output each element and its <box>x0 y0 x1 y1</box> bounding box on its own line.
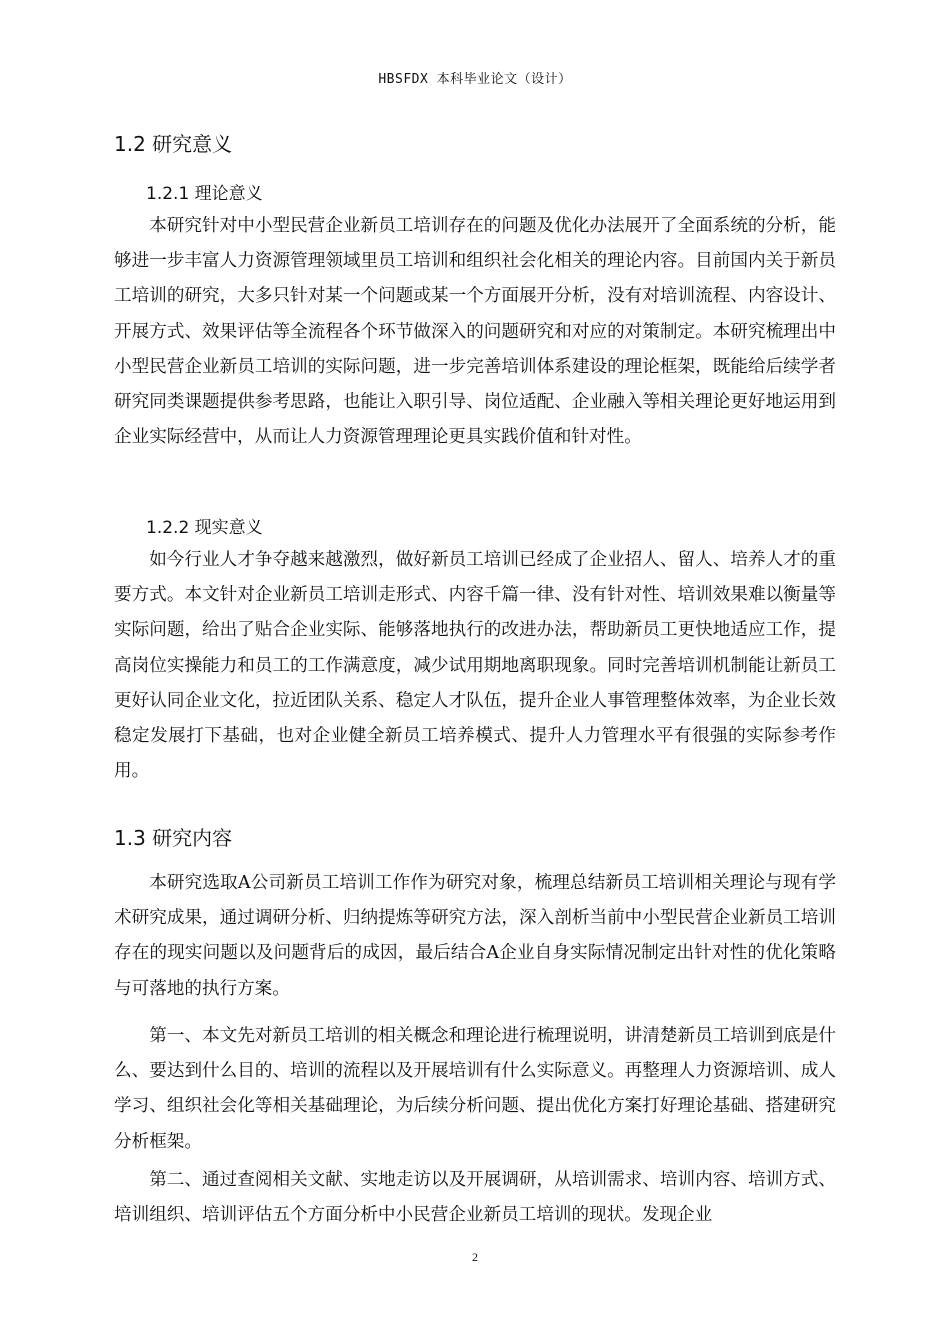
paragraph-research-content-second: 第二、通过查阅相关文献、实地走访以及开展调研，从培训需求、培训内容、培训方式、培训组织、培训评估五个方面分析中小民营企业新员工培训的现状。发现企业 <box>114 1170 836 1226</box>
paragraph-research-content-first: 第一、本文先对新员工培训的相关概念和理论进行梳理说明，讲清楚新员工培训到底是什么、要达到什么目的、培训的流程以及开展培训有什么实际意义。再整理人力资源培训、成人学习、组织社会化等相关基础理论，为后续分析问题、提出优化方案打好理论基础、搭建研究分析框架。 <box>114 1026 836 1152</box>
paragraph-theoretical-significance: 本研究针对中小型民营企业新员工培训存在的问题及优化办法展开了全面系统的分析，能够进一步丰富人力资源管理领域里员工培训和组织社会化相关的理论内容。目前国内关于新员工培训的研究，大多只针对某一个问题或某一个方面展开分析，没有对培训流程、内容设计、开展方式、效果评估等全流程各个环节做深入的问题研究和对应的对策制定。本研究梳理出中小型民营企业新员工培训的实际问题，进一步完善培训体系建设的理论框架，既能给后续学者研究同类课题提供参考思路，也能让入职引导、岗位适配、企业融入等相关理论更好地运用到企业实际经营中，从而让人力资源管理理论更具实践价值和针对性。 <box>114 216 836 448</box>
page-header: HBSFDX 本科毕业论文（设计） <box>378 72 572 87</box>
section-heading-1-3: 1.3 研究内容 <box>114 826 233 850</box>
page-number: 2 <box>472 1250 478 1264</box>
section-heading-1-2: 1.2 研究意义 <box>114 132 233 156</box>
paragraph-practical-significance: 如今行业人才争夺越来越激烈，做好新员工培训已经成了企业招人、留人、培养人才的重要方式。本文针对企业新员工培训走形式、内容千篇一律、没有针对性、培训效果难以衡量等实际问题，给出了贴合企业实际、能够落地执行的改进办法，帮助新员工更快地适应工作，提高岗位实操能力和员工的工作满意度，减少试用期地离职现象。同时完善培训机制能让新员工更好认同企业文化，拉近团队关系、稳定人才队伍，提升企业人事管理整体效率，为企业长效稳定发展打下基础，也对企业健全新员工培养模式、提升人力管理水平有很强的实际参考作用。 <box>114 550 836 782</box>
paragraph-research-content-intro: 本研究选取A公司新员工培训工作作为研究对象，梳理总结新员工培训相关理论与现有学术研究成果，通过调研分析、归纳提炼等研究方法，深入剖析当前中小型民营企业新员工培训存在的现实问题以及问题背后的成因，最后结合A企业自身实际情况制定出针对性的优化策略与可落地的执行方案。 <box>114 873 836 999</box>
subsection-heading-1-2-1: 1.2.1 理论意义 <box>146 184 263 204</box>
subsection-heading-1-2-2: 1.2.2 现实意义 <box>146 518 263 538</box>
